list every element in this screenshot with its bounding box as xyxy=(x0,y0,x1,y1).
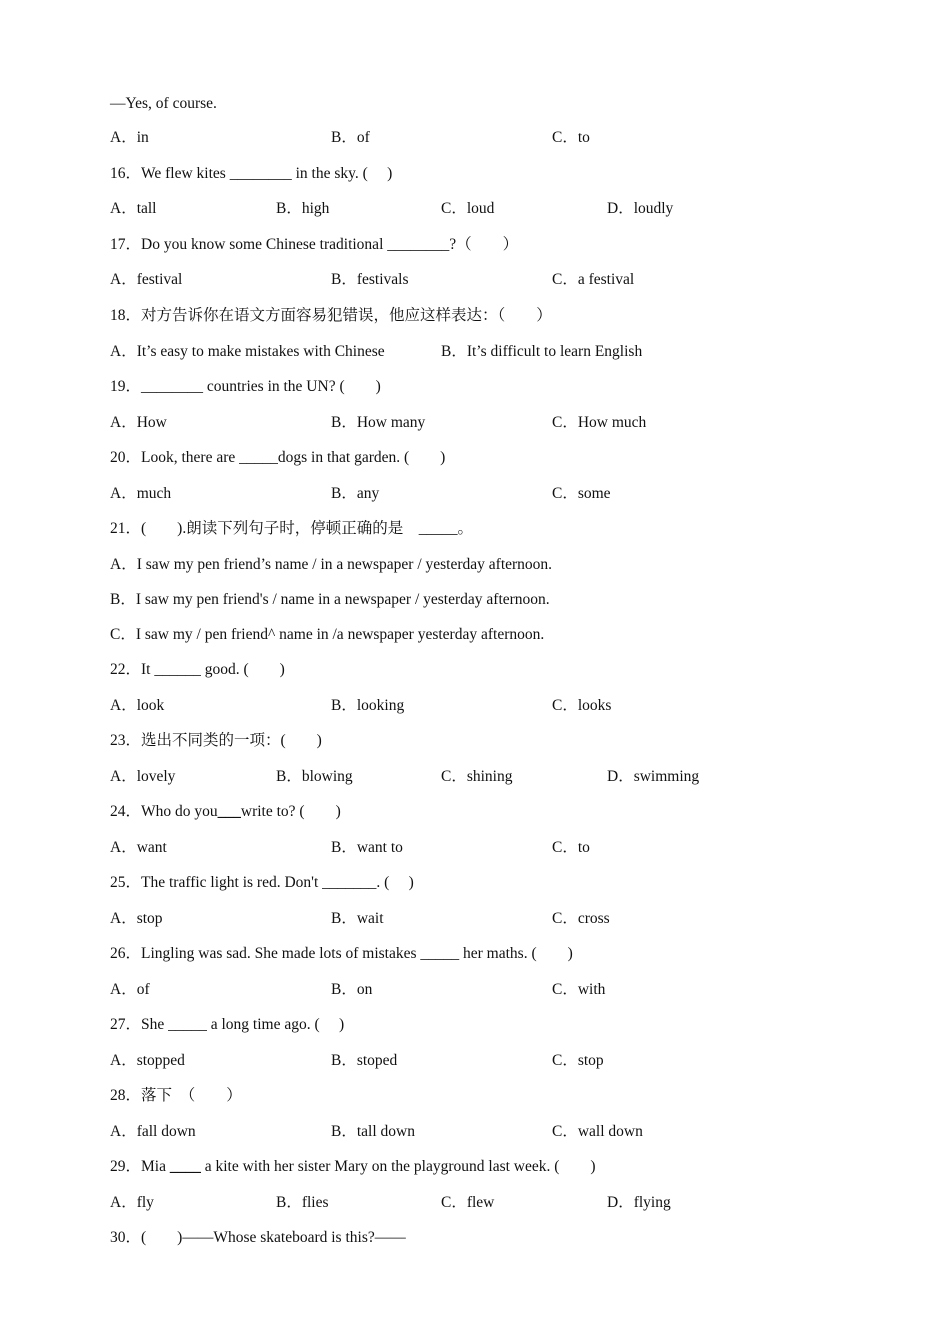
question-17: 17．Do you know some Chinese traditional ________?（ ） xyxy=(110,236,519,253)
question-27: 27．She _____ a long time ago. ( ) xyxy=(110,1016,345,1033)
question-25: 25．The traffic light is red. Don't _______. ( ) xyxy=(110,874,414,891)
option-a: A．in xyxy=(110,129,149,146)
option-b: B．It’s difficult to learn English xyxy=(441,343,643,360)
question-29-stem: 29．Mia xyxy=(110,1158,166,1175)
option-a: A．How xyxy=(110,414,167,431)
answer-blank: ____ xyxy=(169,1158,201,1175)
question-30: 30．( )——Whose skateboard is this?—— xyxy=(110,1229,406,1246)
option-c: C．with xyxy=(552,981,606,998)
option-c: C．a festival xyxy=(552,271,635,288)
option-c: C．to xyxy=(552,839,590,856)
question-23: 23．选出不同类的一项：( ) xyxy=(110,732,322,749)
option-c: C．some xyxy=(552,485,611,502)
option-b: B．stoped xyxy=(331,1052,398,1069)
question-24-tail: write to? ( ) xyxy=(240,803,341,820)
option-b: B．of xyxy=(331,129,370,146)
option-a: A．look xyxy=(110,697,165,714)
option-b: B．I saw my pen friend's / name in a newspaper / yesterday afternoon. xyxy=(110,591,550,608)
option-b: B．on xyxy=(331,981,373,998)
option-d: D．flying xyxy=(607,1194,671,1211)
option-b: B．blowing xyxy=(276,768,353,785)
option-a: A．much xyxy=(110,485,172,502)
option-a: A．lovely xyxy=(110,768,176,785)
option-b: B．tall down xyxy=(331,1123,415,1140)
question-29-tail: a kite with her sister Mary on the playground last week. ( ) xyxy=(204,1158,596,1175)
question-20: 20．Look, there are _____dogs in that garden. ( ) xyxy=(110,449,446,466)
question-18: 18．对方告诉你在语文方面容易犯错误，他应这样表达：（ ） xyxy=(110,307,552,324)
option-b: B．want to xyxy=(331,839,403,856)
question-22: 22．It ______ good. ( ) xyxy=(110,661,285,678)
option-a: A．of xyxy=(110,981,150,998)
option-b: B．How many xyxy=(331,414,426,431)
option-c: C．shining xyxy=(441,768,513,785)
option-c: C．I saw my / pen friend^ name in /a newspaper yesterday afternoon. xyxy=(110,626,545,643)
option-c: C．How much xyxy=(552,414,647,431)
option-b: B．high xyxy=(276,200,330,217)
option-c: C．looks xyxy=(552,697,612,714)
question-28: 28．落下 （ ） xyxy=(110,1087,242,1104)
option-b: B．wait xyxy=(331,910,384,927)
option-c: C．stop xyxy=(552,1052,604,1069)
question-29 xyxy=(110,1157,596,1177)
question-16: 16．We flew kites ________ in the sky. ( ) xyxy=(110,165,393,182)
option-a: A．I saw my pen friend’s name / in a newspaper / yesterday afternoon. xyxy=(110,556,553,573)
question-19: 19．________ countries in the UN? ( ) xyxy=(110,378,381,395)
option-a: A．stopped xyxy=(110,1052,185,1069)
option-a: A．fly xyxy=(110,1194,154,1211)
option-b: B．flies xyxy=(276,1194,329,1211)
option-a: A．It’s easy to make mistakes with Chinese xyxy=(110,343,385,360)
option-b: B．looking xyxy=(331,697,405,714)
answer-blank: ___ xyxy=(217,803,241,820)
question-24-stem: 24．Who do you xyxy=(110,803,218,820)
option-b: B．any xyxy=(331,485,380,502)
option-a: A．fall down xyxy=(110,1123,196,1140)
option-c: C．to xyxy=(552,129,590,146)
option-a: A．tall xyxy=(110,200,157,217)
option-c: C．cross xyxy=(552,910,610,927)
option-c: C．loud xyxy=(441,200,495,217)
dialogue-answer: —Yes, of course. xyxy=(110,95,217,112)
option-d: D．loudly xyxy=(607,200,674,217)
option-a: A．stop xyxy=(110,910,163,927)
option-a: A．want xyxy=(110,839,167,856)
option-c: C．wall down xyxy=(552,1123,643,1140)
option-d: D．swimming xyxy=(607,768,700,785)
question-26: 26．Lingling was sad. She made lots of mistakes _____ her maths. ( ) xyxy=(110,945,573,962)
option-c: C．flew xyxy=(441,1194,495,1211)
question-21: 21．( ).朗读下列句子时，停顿正确的是 _____。 xyxy=(110,520,473,537)
option-b: B．festivals xyxy=(331,271,409,288)
question-24 xyxy=(110,802,341,822)
option-a: A．festival xyxy=(110,271,183,288)
